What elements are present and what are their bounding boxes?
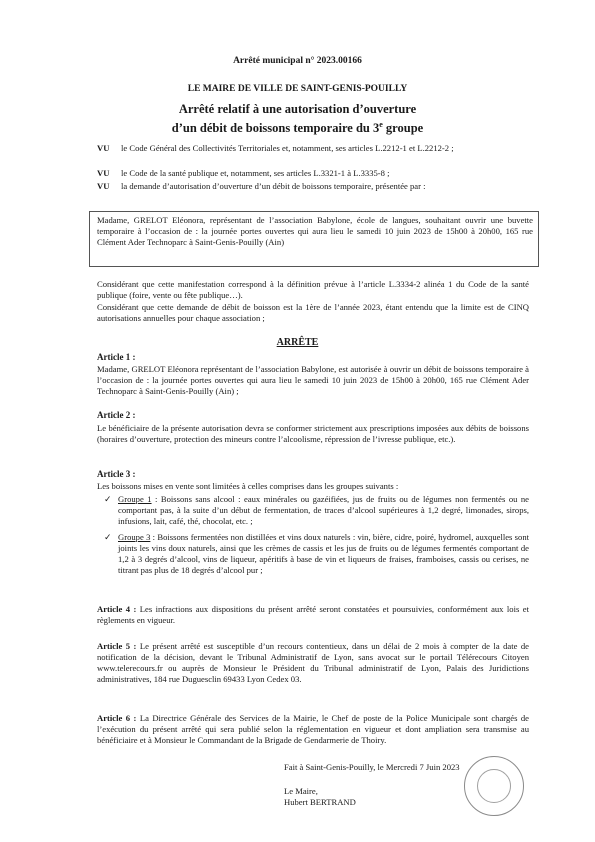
- checkmark-icon: ✓: [104, 532, 112, 542]
- article-5-heading: Article 5 :: [97, 641, 137, 651]
- request-text: Madame, GRELOT Eléonora, représentant de l’association Babylone, école de langues, souhaitant ouvrir une buvette temporaire à l’occasion de : la journée portes ouvertes qui aura lieu le samedi 10 juin 2023 de 15h00 à 20h00, 165 rue Clément Ader Technoparc à Saint-Genis-Pouilly (Ain): [97, 215, 533, 247]
- article-4-text: Les infractions aux dispositions du présent arrêté seront constatées et poursuivies, conformément aux lois et règlements en vigueur.: [97, 604, 529, 625]
- group-3-text: : Boissons fermentées non distillées et vins doux naturels : vin, bière, cidre, poiré, hydromel, auxquelles sont joints les vins doux naturels, ainsi que les crèmes de cassis et les jus de fruits ou de légumes fermentés comportant de 1,2 à 3 degrés d’alcool, vins de liqueur, apéritifs à base de vin et liqueurs de fraises, framboises, cassis ou cerises, ne titrant pas plus de 18 degrés d’alcool pur ;: [118, 532, 530, 575]
- vu-text: le Code de la santé publique et, notamment, ses articles L.3321-1 à L.3335-8 ;: [121, 168, 390, 178]
- group-1-item: [104, 494, 529, 527]
- article-1-heading: Article 1 :: [97, 352, 136, 362]
- title-line-2: d’un débit de boissons temporaire du 3e groupe: [171, 120, 424, 136]
- group-3-item: [104, 532, 529, 576]
- vu-label: VU: [97, 181, 110, 191]
- document-title: [0, 101, 595, 136]
- article-6-heading: Article 6 :: [97, 713, 137, 723]
- article-6-text: La Directrice Générale des Services de la Mairie, le Chef de poste de la Police Municipale sont chargés de l’exécution du présent arrêté qui sera publié selon la réglementation en vigueur et dont ampliation sera transmise au bénéficiaire et à Monsieur le Commandant de la Brigade de Gendarmerie de Thoiry.: [97, 713, 529, 745]
- vu-text: le Code Général des Collectivités Territoriales et, notamment, ses articles L.2212-1 et L.2212-2 ;: [121, 143, 454, 153]
- article-3-intro: Les boissons mises en vente sont limitées à celles comprises dans les groupes suivants :: [97, 481, 399, 491]
- vu-item: [97, 181, 527, 192]
- article-5: [97, 641, 529, 685]
- arrete-reference: Arrêté municipal n° 2023.00166: [233, 56, 362, 66]
- article-1-text: Madame, GRELOT Eléonora représentant de l’association Babylone, est autorisée à ouvrir un débit de boissons temporaire à l’occasion de : la journée portes ouvertes qui aura lieu le samedi 10 juin 2023 de 15h00 à 20h00, 165 rue Clément Ader Technoparc à Saint-Genis-Pouilly (Ain) ;: [97, 364, 529, 396]
- vu-item: [97, 143, 527, 154]
- vu-label: VU: [97, 168, 110, 178]
- group-1-text: : Boissons sans alcool : eaux minérales ou gazéifiées, jus de fruits ou de légumes non fermentés ou ne comportant pas, à la suite d’un début de fermentation, de traces d’alcool supérieures à 1,2 degré, limonades, sirops, infusions, lait, café, thé, chocolat, etc. ;: [118, 494, 529, 526]
- considerant-2: Considérant que cette demande de débit de boisson est la 1ère de l’année 2023, étant entendu que la limite est de CINQ autorisations annuelles pour chaque association ;: [97, 302, 529, 323]
- group-1-label: Groupe 1: [118, 494, 152, 504]
- arrete-heading: ARRÊTE: [276, 337, 319, 348]
- mairie-stamp: [464, 756, 524, 816]
- article-6: [97, 713, 529, 746]
- article-5-text: Le présent arrêté est susceptible d’un recours contentieux, dans un délai de 2 mois à compter de la date de notification de la décision, devant le Tribunal Administratif de Lyon, sans avocat sur le portail Télérecours Citoyen www.telerecours.fr ou auprès de Monsieur le Président du Tribunal administratif de Lyon, Palais des Juridictions administratives, 184 rue Duguesclin 69433 Lyon Cedex 03.: [97, 641, 529, 684]
- mayor-heading: LE MAIRE DE VILLE DE SAINT-GENIS-POUILLY: [187, 84, 408, 94]
- title-line-1: Arrêté relatif à une autorisation d’ouverture: [178, 102, 417, 116]
- checkmark-icon: ✓: [104, 494, 112, 504]
- group-3-label: Groupe 3: [118, 532, 151, 542]
- vu-label: VU: [97, 143, 110, 153]
- article-2-heading: Article 2 :: [97, 410, 136, 420]
- vu-item: [97, 168, 527, 179]
- considerant-1: Considérant que cette manifestation correspond à la définition prévue à l’article L.3334-2 alinéa 1 du Code de la santé publique (foire, vente ou fête publique…).: [97, 279, 529, 300]
- signature-name: Hubert BERTRAND: [284, 797, 356, 807]
- article-2-text: Le bénéficiaire de la présente autorisation devra se conformer strictement aux prescriptions imposées aux débits de boissons (horaires d’ouverture, protection des mineurs contre l’alcoolisme, répression de l’ivresse publique, etc.).: [97, 423, 529, 444]
- article-3-heading: Article 3 :: [97, 469, 136, 479]
- article-4-heading: Article 4 :: [97, 604, 137, 614]
- article-4: [97, 604, 529, 626]
- signature-place-date: Fait à Saint-Genis-Pouilly, le Mercredi 7 Juin 2023: [284, 762, 460, 772]
- signature-role: Le Maire,: [284, 786, 318, 796]
- vu-text: la demande d’autorisation d’ouverture d’un débit de boissons temporaire, présentée par :: [121, 181, 426, 191]
